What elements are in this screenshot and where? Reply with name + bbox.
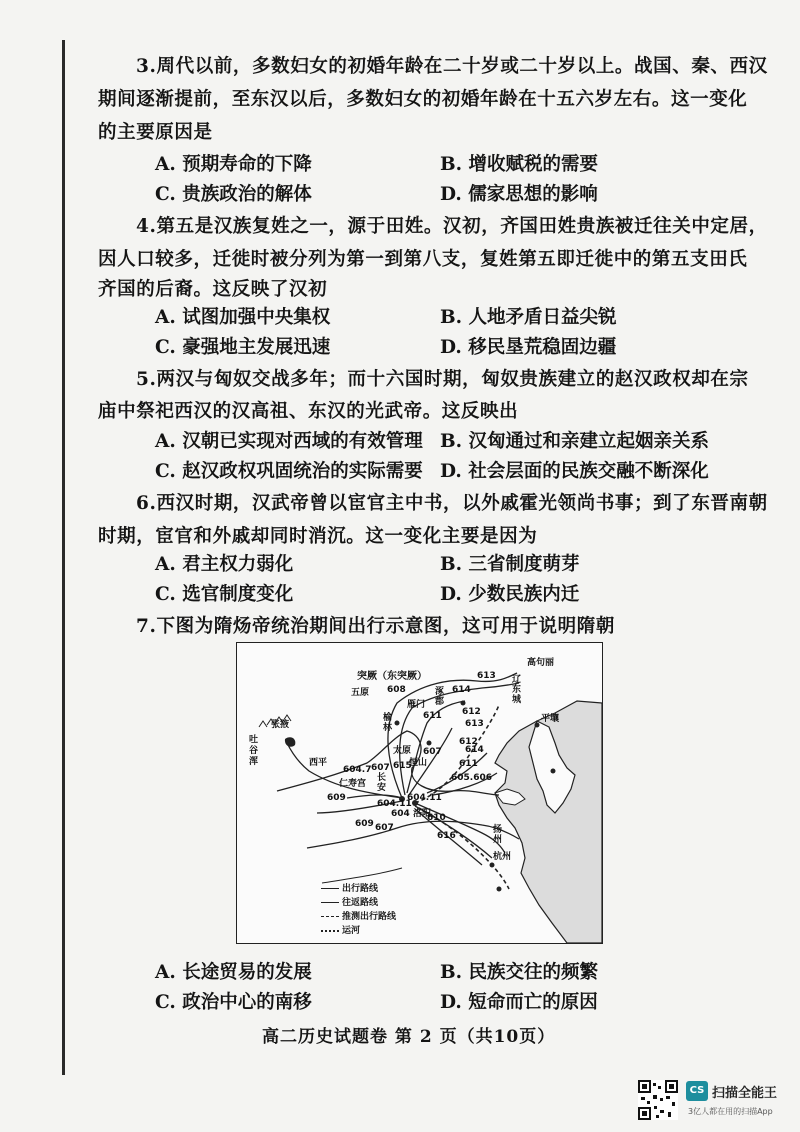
map-label-luoyang: 洛阳 <box>413 809 432 819</box>
map-year: 608 <box>387 685 406 695</box>
map-year: 604.11 <box>377 799 412 809</box>
q5-option-d: D. 社会层面的民族交融不断深化 <box>440 461 709 482</box>
map-year: 614 <box>465 745 484 755</box>
map-year: 612 <box>462 707 481 717</box>
map-label-taiyuan: 太原 <box>393 746 412 756</box>
map-year: 612 <box>459 737 478 747</box>
map-label-zhuo: 涿郡 <box>435 687 445 707</box>
map-year: 613 <box>477 671 496 681</box>
q6-option-b: B. 三省制度萌芽 <box>440 554 580 575</box>
q3-option-c: C. 贵族政治的解体 <box>155 184 312 205</box>
camscanner-logo-icon: CS <box>686 1081 708 1101</box>
qr-code <box>638 1080 678 1120</box>
map-year: 607 <box>423 747 442 757</box>
q6-option-d: D. 少数民族内迁 <box>440 584 580 605</box>
q6-option-a: A. 君主权力弱化 <box>155 554 294 575</box>
map-label-yumen: 雁门 <box>407 700 426 710</box>
legend-inferred-route: 推测出行路线 <box>321 909 396 922</box>
q7-option-c: C. 政治中心的南移 <box>155 992 312 1013</box>
map-label-yangzhou: 扬州 <box>493 825 503 845</box>
q4-line-3: 齐国的后裔。这反映了汉初 <box>98 279 328 300</box>
map-year: 605.606 <box>451 773 492 783</box>
q7-option-b: B. 民族交往的频繁 <box>440 962 599 983</box>
legend-travel-route: 出行路线 <box>321 881 378 894</box>
q3-line-3: 的主要原因是 <box>98 122 213 143</box>
map-year: 614 <box>452 685 471 695</box>
q7-line-1: 7.下图为隋炀帝统治期间出行示意图，这可用于说明隋朝 <box>136 616 615 637</box>
map-label-changan: 长安 <box>377 773 387 793</box>
map-year: 604.11 <box>407 793 442 803</box>
q6-line-2: 时期，宦官和外戚却同时消沉。这一变化主要是因为 <box>98 526 538 547</box>
qinghai-lake <box>285 737 295 747</box>
q5-line-1: 5.两汉与匈奴交战多年；而十六国时期，匈奴贵族建立的赵汉政权却在宗 <box>136 369 749 390</box>
map-label-renshou: 仁寿宫 <box>339 779 367 789</box>
map-year: 611 <box>459 759 478 769</box>
q5-option-b: B. 汉匈通过和亲建立起姻亲关系 <box>440 431 710 452</box>
map-year: 613 <box>465 719 484 729</box>
map-year: 616 <box>437 831 456 841</box>
map-label-gaogouli: 高句丽 <box>527 658 555 668</box>
map-year: 607 <box>375 823 394 833</box>
watermark-subtitle: 3亿人都在用的扫描App <box>688 1107 773 1116</box>
map-year: 611 <box>423 711 442 721</box>
q4-line-1: 4.第五是汉族复姓之一，源于田姓。汉初，齐国田姓贵族被迁往关中定居， <box>136 216 768 237</box>
q5-option-c: C. 赵汉政权巩固统治的实际需要 <box>155 461 423 482</box>
q6-line-1: 6.西汉时期，汉武帝曾以宦官主中书，以外戚霍光领尚书事；到了东晋南朝 <box>136 493 768 514</box>
q3-line-1: 3.周代以前，多数妇女的初婚年龄在二十岁或二十岁以上。战国、秦、西汉 <box>136 56 768 77</box>
q4-line-2: 因人口较多，迁徙时被分列为第一到第八支，复姓第五即迁徙中的第五支田氏 <box>98 249 748 270</box>
map-label-zhangye: 张掖 <box>271 720 290 730</box>
map-label-hangzhou: 杭州 <box>493 852 512 862</box>
q4-option-a: A. 试图加强中央集权 <box>155 307 331 328</box>
map-year: 607 <box>371 763 390 773</box>
q4-option-c: C. 豪强地主发展迅速 <box>155 337 331 358</box>
q3-option-d: D. 儒家思想的影响 <box>440 184 598 205</box>
map-label-tuyuhun: 吐谷浑 <box>249 735 259 767</box>
q3-option-b: B. 增收赋税的需要 <box>440 154 599 175</box>
watermark-brand: 扫描全能王 <box>712 1086 778 1101</box>
q3-option-a: A. 预期寿命的下降 <box>155 154 312 175</box>
yangtze-river <box>307 821 519 848</box>
map-label-tujue: 突厥（东突厥） <box>357 671 427 682</box>
q4-option-d: D. 移民垦荒稳固边疆 <box>440 337 617 358</box>
map-label-pingrang: 平壤 <box>541 714 560 724</box>
map-year: 615 <box>393 761 412 771</box>
q5-line-2: 庙中祭祀西汉的汉高祖、东汉的光武帝。这反映出 <box>98 401 519 422</box>
legend-return-route: 往返路线 <box>321 895 378 908</box>
legend-canal: 运河 <box>321 923 360 936</box>
q5-option-a: A. 汉朝已实现对西域的有效管理 <box>155 431 423 452</box>
sui-yangdi-travel-map <box>236 642 603 944</box>
map-year: 609 <box>327 793 346 803</box>
map-year: 604 <box>391 809 410 819</box>
q4-option-b: B. 人地矛盾日益尖锐 <box>440 307 617 328</box>
map-label-wuyuan: 五原 <box>351 688 370 698</box>
map-label-hengshan: 恒山 <box>409 758 428 768</box>
margin-line <box>62 40 65 1075</box>
page-footer: 高二历史试题卷 第 2 页（共10页） <box>262 1027 556 1047</box>
map-year: 610 <box>427 813 446 823</box>
q6-option-c: C. 选官制度变化 <box>155 584 294 605</box>
q3-line-2: 期间逐渐提前，至东汉以后，多数妇女的初婚年龄在十五六岁左右。这一变化 <box>98 89 748 110</box>
map-year: 604.7 <box>343 765 372 775</box>
map-label-xiping: 西平 <box>309 758 328 768</box>
map-label-yulin: 榆林 <box>383 713 393 733</box>
map-year: 609 <box>355 819 374 829</box>
q7-option-a: A. 长途贸易的发展 <box>155 962 312 983</box>
map-label-liaodong: 辽东城 <box>512 675 522 705</box>
q7-option-d: D. 短命而亡的原因 <box>440 992 598 1013</box>
